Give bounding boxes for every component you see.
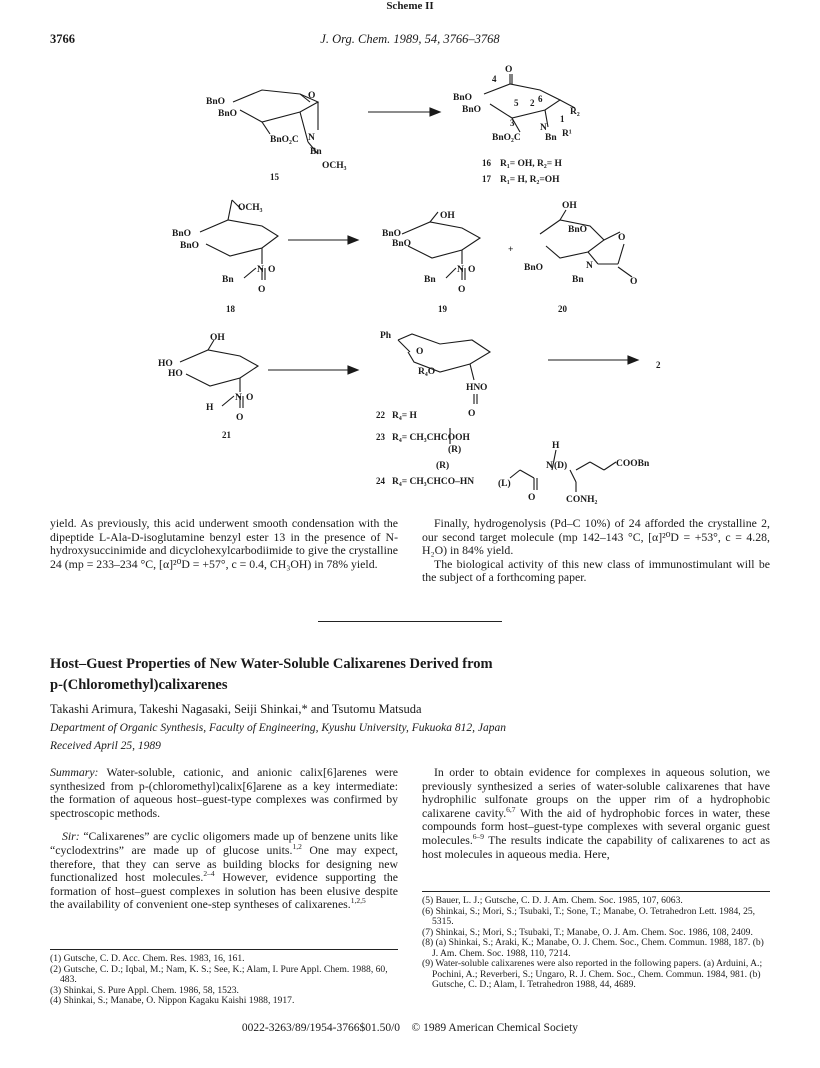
label-o: O: [416, 347, 424, 357]
copyright: © 1989 American Chemical Society: [411, 1022, 579, 1034]
label-o: O: [480, 383, 488, 393]
ring-22: [398, 334, 490, 372]
position-5: 5: [514, 98, 519, 108]
label-bn: Bn: [424, 275, 436, 285]
ring-15: [233, 90, 318, 122]
position-1: 1: [560, 114, 565, 124]
previous-article-paragraph: Finally, hydrogenolysis (Pd–C 10%) of 24 afforded the crystalline 2, our second target molecule (mp 142–143 °C, [α]²⁰D = +53°, c = 4.28, H₂O) in 84% yield.: [422, 516, 770, 558]
label-o: O: [505, 65, 513, 75]
affiliation: Department of Organic Synthesis, Faculty of Engineering, Kyushu University, Fukuoka 812, Japan: [50, 722, 506, 734]
reaction-scheme: [0, 65, 820, 512]
label-o: O: [236, 413, 244, 423]
previous-article-paragraph: yield. As previously, this acid underwent smooth condensation with the dipeptide L-Ala-D-isoglutamine benzyl ester 13 in the presence of N-hydroxysuccinimide and dicyclohexylcarbodiimide to give the crystalline 24 (mp = 233–234 °C, [α]²⁰D = +57°, c = 0.4, CH₃OH) in 78% yield.: [50, 516, 398, 571]
body-right-column: [422, 766, 770, 861]
label-bno: BnO: [392, 239, 412, 249]
label-conh2: CONH₂: [566, 495, 598, 505]
label-r4o: R₄O: [418, 367, 436, 377]
stereo-r: (R): [436, 461, 450, 471]
label-ho: HO: [158, 359, 173, 369]
label-r2: R₂: [570, 107, 580, 117]
body-text: The results indicate the capability of calixarenes to act as host molecules in aqueous media. Here,: [422, 832, 770, 861]
body-paragraph: [422, 766, 770, 861]
label-oh: OH: [210, 333, 225, 343]
summary-paragraph: [50, 766, 398, 820]
label-bno: BnO: [524, 263, 544, 273]
label-bn: Bn: [545, 133, 557, 143]
ring-18: [200, 220, 278, 256]
citation: 6–9: [472, 832, 485, 842]
label-n: N: [586, 261, 593, 271]
compound-15: 15: [270, 172, 279, 182]
reference-item: (4) Shinkai, S.; Manabe, O. Nippon Kagaku Kaishi 1988, 1917.: [50, 995, 295, 1006]
label-o: O: [246, 393, 254, 403]
compound-17-definition: R₁= H, R₂=OH: [500, 175, 560, 185]
citation: 2–4: [203, 869, 215, 879]
label-r1: R¹: [562, 129, 572, 139]
citation: 6,7: [506, 804, 516, 814]
article-title: [50, 654, 770, 696]
reference-item: (7) Shinkai, S.; Mori, S.; Tsubaki, T.; Manabe, O. J. Am. Chem. Soc. 1986, 108, 2409.: [422, 926, 753, 938]
previous-article-paragraph: The biological activity of this new class of immunostimulant will be the subject of a forthcoming paper.: [422, 556, 770, 585]
references-left: [50, 954, 398, 1007]
label-bno: BnO: [462, 105, 482, 115]
label-bn: Bn: [310, 147, 322, 157]
journal-header: J. Org. Chem. 1989, 54, 3766–3768: [320, 32, 500, 46]
body-text: With the aid of hydrophobic forces in water, these compounds form host–guest-type complexes with several organic guest molecules.: [422, 805, 770, 847]
page-number: 3766: [50, 32, 75, 46]
compound-17: 17: [482, 174, 491, 184]
label-n: N: [257, 265, 264, 275]
label-bno: BnO: [218, 109, 238, 119]
plus-sign: +: [508, 245, 514, 255]
article-title-line: p-(Chloromethyl)calixarenes: [50, 677, 228, 693]
position-3: 3: [510, 118, 515, 128]
label-bn: Bn: [222, 275, 234, 285]
label-bno: BnO: [453, 93, 473, 103]
label-ho: HO: [168, 369, 183, 379]
body-text: “Calixarenes” are cyclic oligomers made up of benzene units like “cyclodextrins” are made up of glucose units.: [50, 829, 399, 857]
position-2: 2: [530, 98, 535, 108]
label-bn: Bn: [572, 275, 584, 285]
target-compound-2: 2: [656, 360, 661, 370]
ring-16: [484, 84, 560, 118]
citation: 1,2,5: [350, 896, 366, 906]
label-bno2c: BnO₂C: [270, 135, 299, 145]
label-n: N: [457, 265, 464, 275]
previous-article-right: [422, 517, 770, 585]
label-n: N: [540, 123, 547, 133]
label-o: O: [308, 91, 316, 101]
label-o: O: [468, 409, 476, 419]
label-bno2c: BnO₂C: [492, 133, 521, 143]
footnote-rule: [50, 949, 398, 950]
label-bno: BnO: [568, 225, 588, 235]
label-bno: BnO: [206, 97, 226, 107]
compound-20: 20: [558, 304, 567, 314]
label-coobn: COOBn: [616, 459, 650, 469]
compound-24-definition: R₄= CH₃CHCO–HN: [392, 477, 475, 487]
label-ph: Ph: [380, 331, 392, 341]
references-right: [422, 896, 770, 991]
label-och3: OCH₃: [322, 161, 347, 171]
label-n: N: [235, 393, 242, 403]
label-bno: BnO: [172, 229, 192, 239]
article-separator: [318, 621, 502, 622]
compound-22-definition: R₄= H: [392, 411, 417, 421]
article-title-line: Host–Guest Properties of New Water-Soluble Calixarenes Derived from: [50, 656, 493, 672]
reference-item: (9) Water-soluble calixarenes were also reported in the following papers. (a) Arduini, A.; Pochini, A.; Reverberi, S.; Ungaro, R. J. Chem. Soc., Chem. Commun. 1984, 981. (b) Gutsche, C. D.; Alam, I. Tetrahedron 1988, 44, 4689.: [422, 958, 763, 990]
label-bno: BnO: [382, 229, 402, 239]
compound-23-definition: R₄= CH₃CHCOOH: [392, 433, 470, 443]
body-left-column: [50, 766, 398, 912]
label-n: N: [546, 461, 553, 471]
label-o: O: [258, 285, 266, 295]
label-o: O: [458, 285, 466, 295]
label-oh: OH: [440, 211, 455, 221]
position-4: 4: [492, 74, 497, 84]
scheme-title: Scheme II: [386, 0, 434, 12]
compound-24: 24: [376, 476, 385, 486]
reference-item: (5) Bauer, L. J.; Gutsche, C. D. J. Am. Chem. Soc. 1985, 107, 6063.: [422, 895, 683, 906]
label-h: H: [206, 403, 214, 413]
label-o: O: [528, 493, 536, 503]
reference-item: (2) Gutsche, C. D.; Iqbal, M.; Nam, K. S.; See, K.; Alam, I. Pure Appl. Chem. 1988, 60, 483.: [50, 963, 388, 985]
reference-item: (1) Gutsche, C. D. Acc. Chem. Res. 1983, 16, 161.: [50, 953, 245, 964]
compound-21: 21: [222, 430, 231, 440]
stereo-r: (R): [448, 445, 462, 455]
label-h: H: [552, 441, 560, 451]
ring-19: [402, 222, 480, 258]
compound-19: 19: [438, 304, 447, 314]
label-hn: HN: [466, 383, 481, 393]
compound-22: 22: [376, 410, 385, 420]
sir-label: Sir:: [62, 829, 80, 844]
stereo-d: (D): [554, 461, 568, 471]
reference-item: (6) Shinkai, S.; Mori, S.; Tsubaki, T.; Sone, T.; Manabe, O. Tetrahedron Lett. 1984, 25, 5315.: [422, 905, 756, 927]
compound-23: 23: [376, 432, 385, 442]
summary-text: Water-soluble, cationic, and anionic calix[6]arenes were synthesized from p-(chloromethyl)calix[6]arene as a key intermediate: the formation of aqueous host–guest-type complexes was confirmed by spectroscopic methods.: [50, 765, 398, 820]
scheme-labels: [158, 65, 661, 505]
compound-18: 18: [226, 304, 235, 314]
footer: [0, 1022, 820, 1034]
previous-article-left: [50, 517, 398, 571]
compound-16: 16: [482, 158, 491, 168]
body-text: One may expect, therefore, that they can serve as building blocks for designing new functionalized host molecules.: [50, 842, 398, 885]
label-o: O: [630, 277, 638, 287]
received-date: Received April 25, 1989: [50, 740, 161, 752]
citation: 1,2: [292, 842, 302, 852]
body-paragraph: [50, 830, 398, 912]
ring-21: [180, 350, 258, 386]
reference-item: (8) (a) Shinkai, S.; Araki, K.; Manabe, O. J. Chem. Soc., Chem. Commun. 1988, 187. (b) J. Am. Chem. Soc. 1988, 110, 7214.: [422, 937, 764, 959]
summary-label: Summary:: [50, 765, 99, 779]
label-oh: OH: [562, 201, 577, 211]
footnote-rule: [422, 891, 770, 892]
compound-16-definition: R₁= OH, R₂= H: [500, 159, 562, 169]
label-n: N: [308, 133, 315, 143]
stereo-l: (L): [498, 479, 511, 489]
position-6: 6: [538, 94, 543, 104]
label-och3: OCH₃: [238, 203, 263, 213]
label-o: O: [268, 265, 276, 275]
label-o: O: [468, 265, 476, 275]
body-text: However, evidence supporting the formation of host–guest complexes in solution has been elusive despite the availability of convenient one-step syntheses of calixarenes.: [50, 870, 398, 912]
authors: Takashi Arimura, Takeshi Nagasaki, Seiji Shinkai,* and Tsutomu Matsuda: [50, 702, 422, 716]
label-o: O: [618, 233, 626, 243]
body-text: In order to obtain evidence for complexes in aqueous solution, we previously synthesized a series of water-soluble calixarenes that have hydrophilic sulfonate groups on the upper rim of a hydrophobic calixarene cavity.: [422, 765, 770, 820]
reference-item: (3) Shinkai, S. Pure Appl. Chem. 1986, 58, 1523.: [50, 984, 239, 996]
article-code: 0022-3263/89/1954-3766$01.50/0: [241, 1022, 401, 1034]
label-bno: BnO: [180, 241, 200, 251]
